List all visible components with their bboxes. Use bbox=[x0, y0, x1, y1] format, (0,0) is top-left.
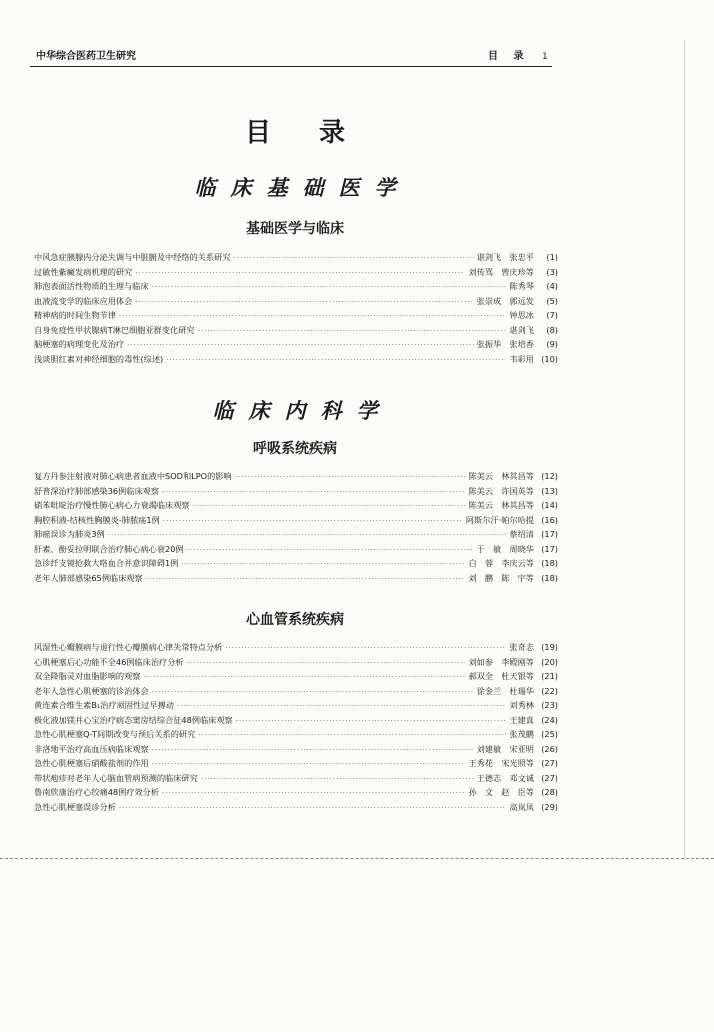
toc-entry-title: 自身免疫性甲状腺病T淋巴细胞亚群变化研究 bbox=[34, 324, 195, 335]
toc-entry-authors: 谌剑飞 张忠平 bbox=[476, 252, 534, 262]
section-title-respiratory-diseases: 呼吸系统疾病 bbox=[253, 441, 337, 457]
toc-entry bbox=[34, 542, 558, 557]
toc-entry-authors: 蔡绍清 bbox=[509, 529, 534, 539]
toc-entry-title: 黄连素合维生素B₁治疗顽固性过早搏动 bbox=[34, 700, 174, 710]
toc-entry-authors: 郝双全 杜天银等 bbox=[468, 671, 534, 681]
leader-dots bbox=[135, 266, 465, 281]
toc-entry-page: (19) bbox=[541, 642, 558, 652]
toc-entry bbox=[34, 756, 558, 771]
leader-dots bbox=[162, 485, 465, 500]
toc-entry-page: (26) bbox=[541, 743, 558, 754]
leader-dots bbox=[177, 699, 507, 714]
toc-entry-title: 肝素、酚妥拉明联合治疗肺心病心衰20例 bbox=[34, 543, 184, 554]
toc-entry-authors: 高岚凤 bbox=[509, 801, 534, 812]
toc-entry-title: 双全降脂灵对血脂影响的观察 bbox=[34, 671, 141, 681]
header-page-number: 1 bbox=[542, 52, 548, 62]
leader-dots bbox=[152, 280, 507, 295]
toc-entry-page: (25) bbox=[541, 729, 558, 739]
journal-name: 中华综合医药卫生研究 bbox=[36, 51, 136, 62]
toc-entry bbox=[34, 279, 558, 294]
toc-entry bbox=[34, 323, 558, 338]
toc-entry-authors: 陈美云 林其昌等 bbox=[468, 500, 534, 510]
toc-entry-title: 带状疱疹对老年人心脑血管病预测的临床研究 bbox=[34, 772, 198, 783]
toc-list-cardiovascular bbox=[34, 640, 558, 814]
toc-entry bbox=[34, 571, 558, 586]
toc-entry-title: 鲁南欣康治疗心绞痛48例疗效分析 bbox=[34, 787, 160, 797]
toc-entry-authors: 张崇成 郭远发 bbox=[476, 295, 534, 306]
leader-dots bbox=[225, 641, 506, 656]
toc-entry-authors: 白 蓉 李庆云等 bbox=[468, 558, 534, 568]
toc-entry-page: (27) bbox=[541, 758, 558, 768]
toc-entry-page: (23) bbox=[541, 700, 558, 710]
leader-dots bbox=[163, 514, 463, 529]
toc-entry bbox=[34, 742, 558, 757]
part-title-clinical-basic-medicine: 临床基础医学 bbox=[194, 175, 411, 200]
leader-dots bbox=[162, 786, 465, 801]
toc-entry-title: 极化液加镁并心宝治疗病态窦房结综合征48例临床观察 bbox=[34, 714, 233, 725]
toc-entry-authors: 陈秀琴 bbox=[509, 281, 534, 291]
toc-entry-authors: 王秀花 宋光照等 bbox=[468, 758, 534, 768]
toc-entry bbox=[34, 527, 558, 542]
toc-entry-page: (3) bbox=[546, 266, 558, 277]
toc-entry-authors: 谌剑飞 bbox=[509, 324, 534, 335]
page-title: 目录 bbox=[244, 118, 393, 148]
leader-dots bbox=[187, 543, 474, 558]
leader-dots bbox=[235, 470, 466, 485]
toc-entry-title: 胸腔积液-结核性胸膜炎-肺脓疡1例 bbox=[34, 514, 160, 525]
leader-dots bbox=[187, 656, 466, 671]
toc-entry bbox=[34, 727, 558, 742]
leader-dots bbox=[234, 251, 474, 266]
leader-dots bbox=[198, 728, 506, 743]
toc-entry-title: 硝苯吡啶治疗慢性肺心病心力衰竭临床观察 bbox=[34, 500, 190, 510]
toc-entry-page: (17) bbox=[541, 543, 558, 554]
toc-entry bbox=[34, 669, 558, 684]
toc-entry-authors: 张奇志 bbox=[509, 642, 534, 652]
bottom-rule bbox=[0, 858, 714, 859]
leader-dots bbox=[181, 557, 465, 572]
leader-dots bbox=[143, 670, 465, 685]
toc-entry bbox=[34, 771, 558, 786]
toc-entry-authors: 刘建敏 宋亚明 bbox=[476, 743, 534, 754]
toc-entry bbox=[34, 337, 558, 352]
toc-entry-title: 肺泡表面活性物质的生理与临床 bbox=[34, 281, 149, 291]
toc-entry bbox=[34, 513, 558, 528]
toc-entry-page: (28) bbox=[541, 787, 558, 797]
leader-dots bbox=[166, 353, 506, 368]
leader-dots bbox=[108, 528, 507, 543]
toc-entry-authors: 陈美云 许国英等 bbox=[468, 485, 534, 496]
running-header bbox=[36, 49, 548, 65]
toc-entry-title: 中风急症胰腺内分泌失调与中脏腑及中经络的关系研究 bbox=[34, 252, 231, 262]
toc-entry-page: (12) bbox=[541, 471, 558, 481]
toc-entry-page: (27) bbox=[541, 772, 558, 783]
toc-entry-authors: 张茂鹏 bbox=[509, 729, 534, 739]
toc-entry bbox=[34, 785, 558, 800]
toc-entry-page: (29) bbox=[541, 801, 558, 812]
toc-entry bbox=[34, 250, 558, 265]
leader-dots bbox=[198, 324, 507, 339]
toc-entry bbox=[34, 484, 558, 499]
toc-entry-authors: 刘如参 李殿刚等 bbox=[468, 656, 534, 667]
toc-entry bbox=[34, 655, 558, 670]
toc-list-respiratory bbox=[34, 469, 558, 585]
toc-entry bbox=[34, 265, 558, 280]
toc-entry-authors: 徐金兰 杜瑞华 bbox=[476, 685, 534, 696]
toc-entry-page: (13) bbox=[541, 485, 558, 496]
toc-entry-title: 复方丹参注射液对肺心病患者血液中SOD和LPO的影响 bbox=[34, 471, 232, 481]
leader-dots bbox=[152, 743, 474, 758]
toc-entry-authors: 刘 鹏 陈 宇等 bbox=[468, 572, 534, 583]
toc-entry-authors: 张振华 张培香 bbox=[476, 339, 534, 349]
toc-entry-title: 精神病的时间生物节律 bbox=[34, 310, 116, 320]
toc-entry-page: (18) bbox=[541, 558, 558, 568]
toc-entry bbox=[34, 352, 558, 367]
toc-entry-title: 急性心肌梗塞后硝酸盐剂的作用 bbox=[34, 758, 149, 768]
toc-entry-authors: 王建真 bbox=[509, 714, 534, 725]
leader-dots bbox=[119, 309, 507, 324]
toc-entry-title: 急诊纤支镜抢救大咯血合并意识障碍1例 bbox=[34, 558, 179, 568]
toc-entry-page: (14) bbox=[541, 500, 558, 510]
toc-entry bbox=[34, 640, 558, 655]
toc-entry-page: (18) bbox=[541, 572, 558, 583]
toc-entry-page: (22) bbox=[541, 685, 558, 696]
header-rule bbox=[30, 66, 552, 67]
toc-entry-authors: 韦彩用 bbox=[509, 353, 534, 364]
toc-entry-authors: 于 敏 周晓华 bbox=[476, 543, 534, 554]
toc-entry-title: 血液流变学的临床应用体会 bbox=[34, 295, 133, 306]
toc-entry-page: (7) bbox=[546, 310, 558, 320]
toc-entry-title: 脑梗塞的病理变化及治疗 bbox=[34, 339, 125, 349]
page-edge-shadow bbox=[684, 40, 685, 860]
leader-dots bbox=[127, 338, 474, 353]
toc-entry-title: 肺癌误诊为肺炎3例 bbox=[34, 529, 105, 539]
toc-entry-page: (17) bbox=[541, 529, 558, 539]
toc-entry-page: (5) bbox=[546, 295, 558, 306]
toc-entry bbox=[34, 308, 558, 323]
toc-entry-page: (24) bbox=[541, 714, 558, 725]
toc-entry bbox=[34, 469, 558, 484]
toc-entry bbox=[34, 713, 558, 728]
toc-entry-authors: 刘秀林 bbox=[509, 700, 534, 710]
toc-entry-title: 风湿性心瓣膜病与退行性心瓣膜病心律失常特点分析 bbox=[34, 642, 223, 652]
leader-dots bbox=[193, 499, 466, 514]
section-title-basic-medicine-and-clinic: 基础医学与临床 bbox=[246, 221, 344, 237]
toc-entry-title: 急性心肌梗塞Q-T间期改变与预后关系的研究 bbox=[34, 729, 196, 739]
toc-entry bbox=[34, 556, 558, 571]
toc-entry-page: (20) bbox=[541, 656, 558, 667]
toc-entry bbox=[34, 294, 558, 309]
toc-entry bbox=[34, 698, 558, 713]
toc-entry-page: (10) bbox=[541, 353, 558, 364]
leader-dots bbox=[152, 685, 474, 700]
toc-entry-title: 心肌梗塞后心功能不全46例临床治疗分析 bbox=[34, 656, 184, 667]
toc-entry bbox=[34, 684, 558, 699]
toc-entry-page: (9) bbox=[546, 339, 558, 349]
leader-dots bbox=[236, 714, 507, 729]
section-title-cardiovascular-diseases: 心血管系统疾病 bbox=[246, 612, 344, 628]
toc-entry-page: (16) bbox=[541, 514, 558, 525]
toc-entry-page: (8) bbox=[546, 324, 558, 335]
leader-dots bbox=[119, 801, 507, 816]
toc-entry-title: 浅谈胆红素对神经细胞的毒性(综述) bbox=[34, 353, 164, 364]
leader-dots bbox=[201, 772, 474, 787]
toc-list-basic-medicine bbox=[34, 250, 558, 366]
toc-entry-title: 急性心肌梗塞误诊分析 bbox=[34, 801, 116, 812]
toc-entry-page: (1) bbox=[546, 252, 558, 262]
part-title-clinical-internal-medicine: 临床内科学 bbox=[212, 398, 393, 423]
toc-entry-title: 非洛地平治疗高血压病临床观察 bbox=[34, 743, 149, 754]
toc-entry-authors: 钟思冰 bbox=[509, 310, 534, 320]
toc-entry-authors: 阿斯尔汗·帕尔哈提 bbox=[465, 514, 534, 525]
toc-entry-authors: 陈美云 林其昌等 bbox=[468, 471, 534, 481]
toc-entry bbox=[34, 498, 558, 513]
leader-dots bbox=[135, 295, 473, 310]
toc-entry-authors: 孙 文 赵 臣等 bbox=[468, 787, 534, 797]
toc-entry-page: (4) bbox=[546, 281, 558, 291]
toc-entry-title: 舒普深治疗肺部感染36例临床观察 bbox=[34, 485, 160, 496]
toc-entry-authors: 王德志 邓文诚 bbox=[476, 772, 534, 783]
toc-entry bbox=[34, 800, 558, 815]
leader-dots bbox=[146, 572, 466, 587]
toc-entry-title: 过敏性紫癜发病机理的研究 bbox=[34, 266, 133, 277]
toc-entry-title: 老年人急性心肌梗塞的诊治体会 bbox=[34, 685, 149, 696]
toc-entry-authors: 刘传骂 曾庆珍等 bbox=[468, 266, 534, 277]
leader-dots bbox=[152, 757, 466, 772]
toc-entry-page: (21) bbox=[541, 671, 558, 681]
toc-entry-title: 老年人肺部感染65例临床观察 bbox=[34, 572, 143, 583]
header-section-label: 目 录 bbox=[488, 51, 530, 62]
